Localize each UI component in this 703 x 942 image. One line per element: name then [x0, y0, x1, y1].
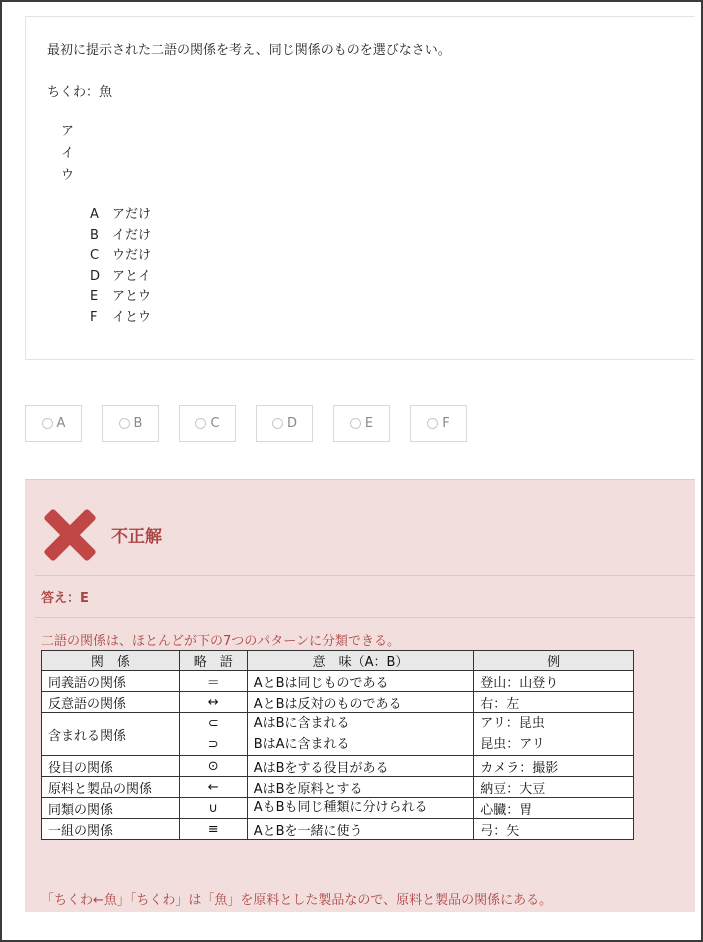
divider: [35, 617, 695, 618]
relation-cell: 反意語の関係: [42, 692, 180, 713]
header-abbr: 略 語: [179, 651, 247, 671]
example-cell: 登山：山登り: [474, 671, 634, 692]
abbr-cell: ＝: [179, 671, 247, 692]
meaning-cell: AとBは反対のものである: [247, 692, 474, 713]
table-row: [42, 756, 634, 777]
answer-button-c[interactable]: C: [179, 405, 236, 442]
answer-button-e[interactable]: E: [333, 405, 390, 442]
question-choices: [90, 205, 151, 329]
table-row: [42, 798, 634, 819]
choice-e: E アとウ: [90, 289, 152, 305]
abbr-cell: ←: [179, 777, 247, 798]
result-panel: [25, 479, 695, 912]
radio-icon[interactable]: [195, 418, 206, 429]
choice-b: B イだけ: [90, 227, 152, 243]
incorrect-x-icon: [43, 508, 97, 562]
answer-button-group: [25, 405, 487, 442]
explanation-intro: 二語の関係は、ほとんどが下の7つのパターンに分類できる。: [41, 634, 401, 649]
meaning-cell: AはBを原料とする: [247, 777, 474, 798]
meaning-cell: AはBをする役目がある: [247, 756, 474, 777]
option-i: イ: [61, 146, 75, 161]
meaning-cell: AとBを一緒に使う: [247, 819, 474, 840]
choice-a: A アだけ: [90, 207, 152, 222]
relation-cell: 同義語の関係: [42, 671, 180, 692]
example-cell: 右：左: [474, 692, 634, 713]
header-example: 例: [474, 651, 634, 671]
table-row: [42, 713, 634, 756]
abbr-cell: ⊂ ⊃: [179, 713, 247, 756]
table-row: [42, 777, 634, 798]
radio-icon[interactable]: [350, 418, 361, 429]
answer-button-f[interactable]: F: [410, 405, 467, 442]
table-row: [42, 671, 634, 692]
relation-cell: 役目の関係: [42, 756, 180, 777]
question-panel: [25, 16, 695, 360]
answer-button-d[interactable]: D: [256, 405, 313, 442]
answer-button-a[interactable]: A: [25, 405, 82, 442]
question-options: [61, 121, 74, 187]
header-relation: 関 係: [42, 651, 180, 671]
question-instruction: 最初に提示された二語の関係を考え、同じ関係のものを選びなさい。: [47, 43, 451, 58]
example-cell: 納豆：大豆: [474, 777, 634, 798]
explanation-text: 「ちくわ←魚」「ちくわ」は「魚」を原料とした製品なので、原料と製品の関係にある。: [41, 893, 553, 908]
choice-c: C ウだけ: [90, 248, 152, 264]
relation-cell: 原料と製品の関係: [42, 777, 180, 798]
table-header-row: [42, 651, 634, 671]
choice-f: F イとウ: [90, 309, 152, 325]
result-title: 不正解: [111, 527, 162, 547]
example-cell: 心臓：胃: [474, 798, 634, 819]
correct-answer-label: 答え：E: [41, 591, 89, 606]
table-row: [42, 692, 634, 713]
relation-table: [41, 650, 634, 840]
radio-icon[interactable]: [42, 418, 53, 429]
meaning-cell: AとBは同じものである: [247, 671, 474, 692]
radio-icon[interactable]: [272, 418, 283, 429]
abbr-cell: ≡: [179, 819, 247, 840]
answer-button-b[interactable]: B: [102, 405, 159, 442]
option-a: ア: [61, 124, 75, 139]
abbr-cell: ∪: [179, 798, 247, 819]
abbr-cell: ↔: [179, 692, 247, 713]
example-cell: アリ：昆虫 昆虫：アリ: [474, 713, 634, 756]
divider: [35, 575, 695, 576]
example-cell: カメラ：撮影: [474, 756, 634, 777]
meaning-cell: AもBも同じ種類に分けられる: [247, 798, 474, 819]
abbr-cell: ⊙: [179, 756, 247, 777]
example-cell: 弓：矢: [474, 819, 634, 840]
radio-icon[interactable]: [427, 418, 438, 429]
relation-cell: 一組の関係: [42, 819, 180, 840]
table-row: [42, 819, 634, 840]
option-u: ウ: [61, 168, 75, 183]
question-pair: ちくわ：魚: [47, 85, 113, 100]
radio-icon[interactable]: [119, 418, 130, 429]
choice-d: D アとイ: [90, 268, 152, 284]
header-meaning: 意 味（A：B）: [247, 651, 474, 671]
meaning-cell: AはBに含まれる BはAに含まれる: [247, 713, 474, 756]
relation-cell: 同類の関係: [42, 798, 180, 819]
relation-cell: 含まれる関係: [42, 713, 180, 756]
